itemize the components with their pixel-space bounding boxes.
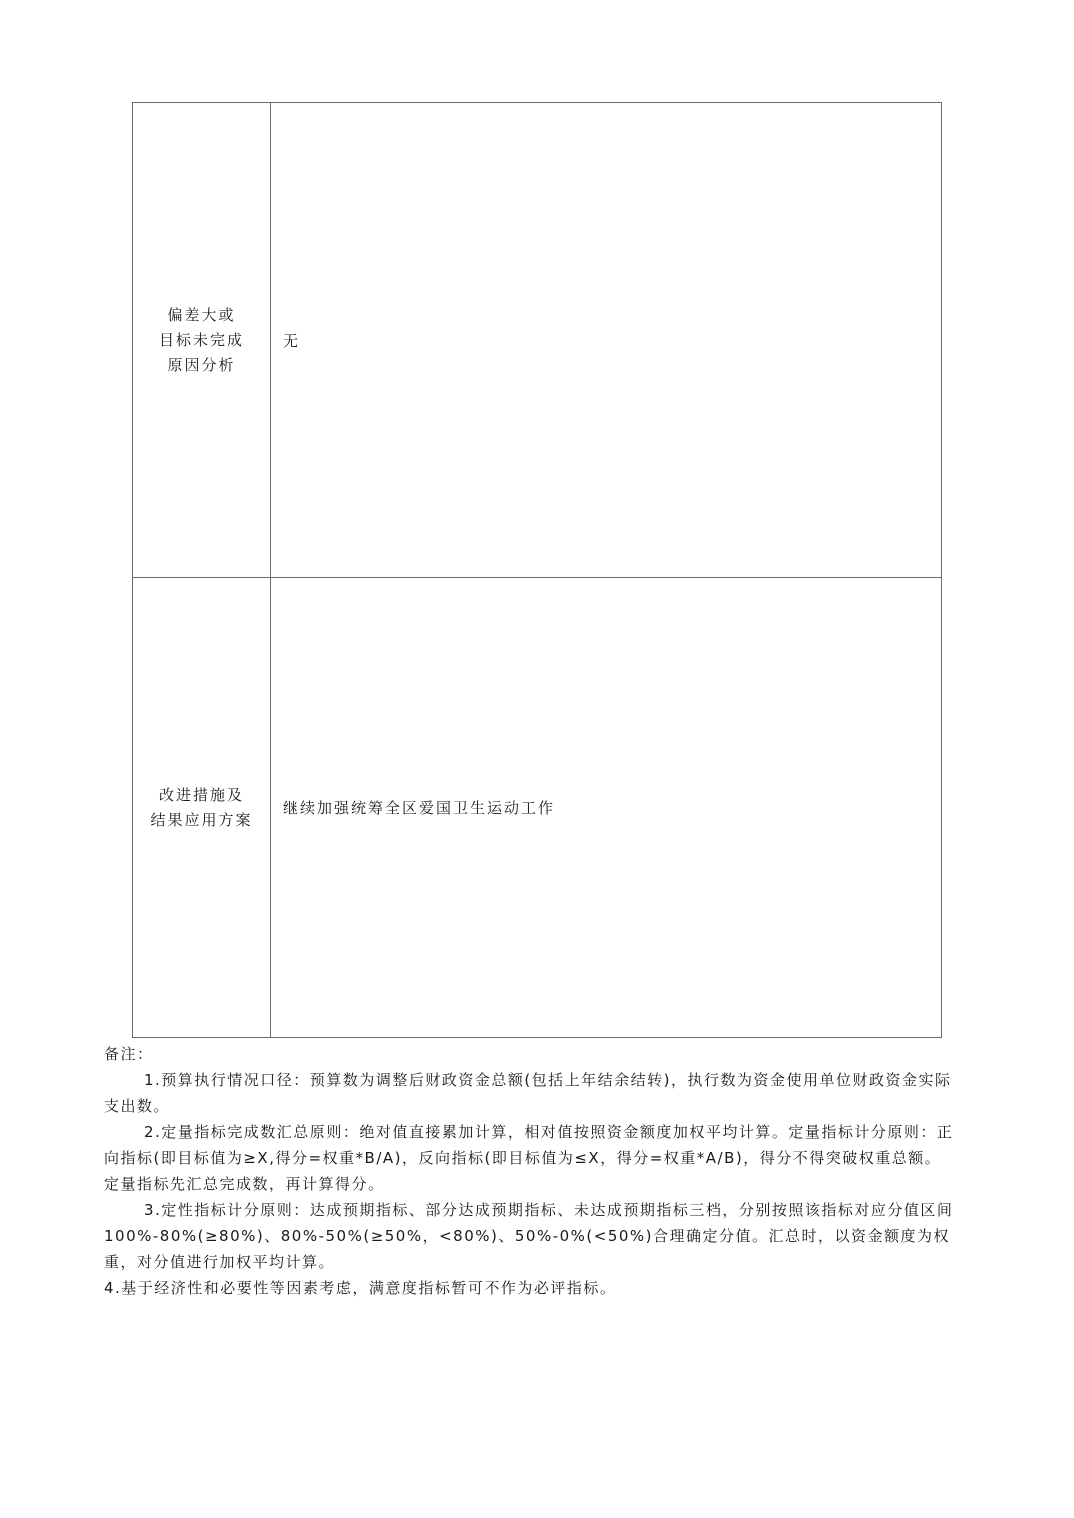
deviation-analysis-content: 无 — [271, 103, 942, 578]
label-line: 目标未完成 — [158, 330, 244, 349]
note-item-3: 3.定性指标计分原则：达成预期指标、部分达成预期指标、未达成预期指标三档，分别按照该指标对应分值区间 100%-80%(≥80%)、80%-50%(≥50%，<80%)、50%-0%(<50%)合理确定分值。汇总时，以资金额度为权重，对分值进行加权平均计算。 — [104, 1201, 954, 1271]
table-row-deviation-analysis — [133, 103, 942, 578]
note-item-2: 2.定量指标完成数汇总原则：绝对值直接累加计算，相对值按照资金额度加权平均计算。定量指标计分原则：正向指标(即目标值为≥X,得分=权重*B/A)，反向指标(即目标值为≤X，得分=权重*A/B)，得分不得突破权重总额。定量指标先汇总完成数，再计算得分。 — [104, 1123, 954, 1193]
note-item-1: 1.预算执行情况口径：预算数为调整后财政资金总额(包括上年结余结转)，执行数为资金使用单位财政资金实际支出数。 — [104, 1071, 952, 1115]
notes-heading: 备注： — [104, 1045, 154, 1063]
improvement-plan-content: 继续加强统筹全区爱国卫生运动工作 — [271, 578, 942, 1038]
note-item-4: 4.基于经济性和必要性等因素考虑，满意度指标暂可不作为必评指标。 — [104, 1279, 617, 1297]
label-line: 偏差大或 — [167, 305, 236, 324]
label-line: 原因分析 — [167, 355, 236, 374]
evaluation-table — [132, 102, 942, 1038]
deviation-analysis-label — [133, 103, 271, 578]
label-line: 改进措施及 — [158, 785, 244, 804]
table-row-improvement-plan — [133, 578, 942, 1038]
notes-section — [104, 1041, 954, 1301]
label-line: 结果应用方案 — [150, 810, 253, 829]
improvement-plan-label — [133, 578, 271, 1038]
